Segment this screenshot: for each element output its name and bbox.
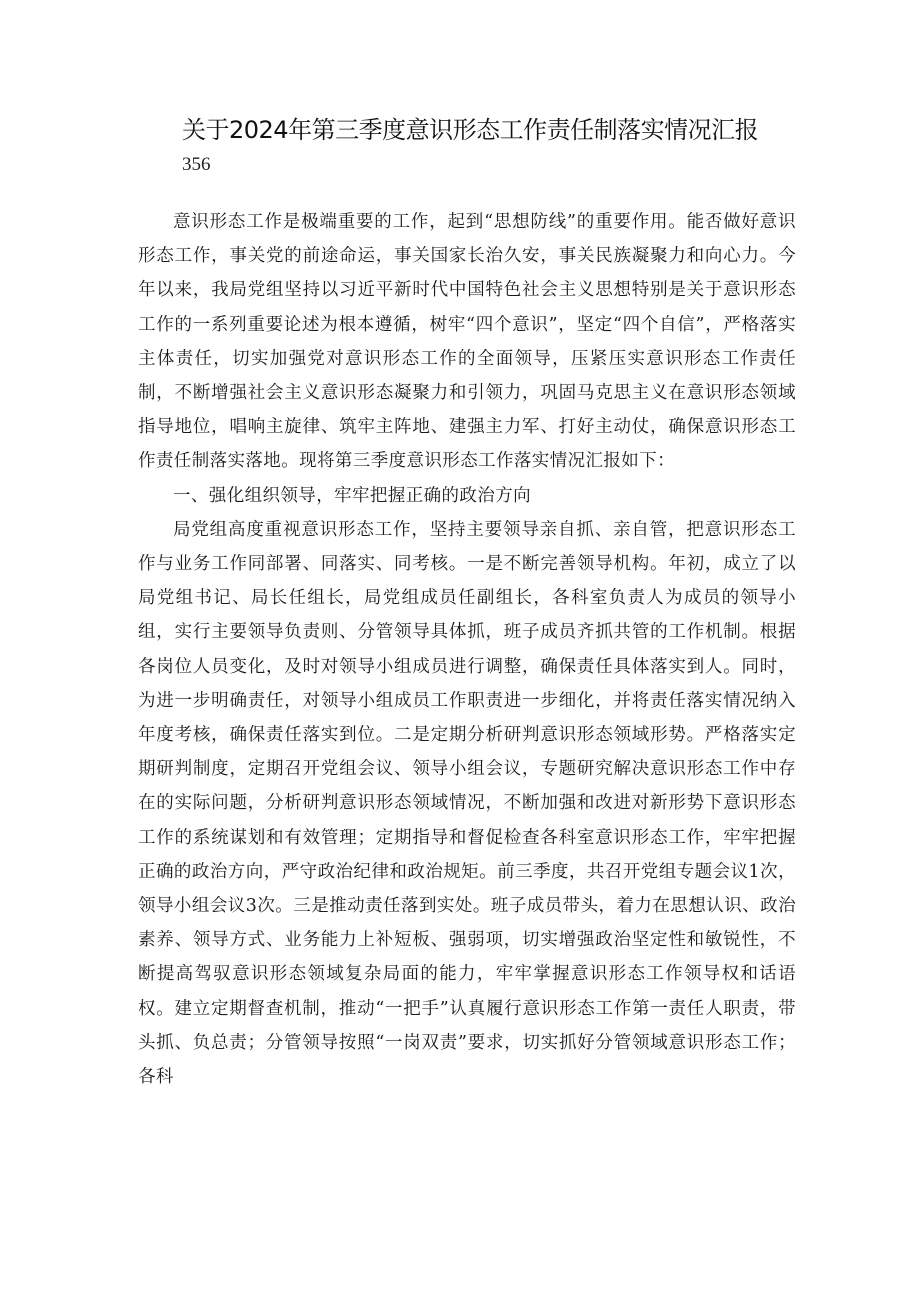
intro-paragraph: 意识形态工作是极端重要的工作，起到“思想防线”的重要作用。能否做好意识形态工作，事关党的前途命运，事关国家长治久安，事关民族凝聚力和向心力。今年以来，我局党组坚持以习近平新时代中国特色社会主义思想特别是关于意识形态工作的一系列重要论述为根本遵循，树牢“四个意识”，坚定“四个自信”，严格落实主体责任，切实加强党对意识形态工作的全面领导，压紧压实意识形态工作责任制，不断增强社会主义意识形态凝聚力和引领力，巩固马克思主义在意识形态领域指导地位，唱响主旋律、筑牢主阵地、建强主力军、打好主动仗，确保意识形态工作责任制落实落地。现将第三季度意识形态工作落实情况汇报如下：: [138, 212, 796, 472]
document-title: 关于2024年第三季度意识形态工作责任制落实情况汇报: [182, 116, 759, 144]
document-body: [138, 205, 796, 1094]
section-1-paragraph: 局党组高度重视意识形态工作，坚持主要领导亲自抓、亲自管，把意识形态工作与业务工作同部署、同落实、同考核。一是不断完善领导机构。年初，成立了以局党组书记、局长任组长，局党组成员任副组长，各科室负责人为成员的领导小组，实行主要领导负责则、分管领导具体抓，班子成员齐抓共管的工作机制。根据各岗位人员变化，及时对领导小组成员进行调整，确保责任具体落实到人。同时，为进一步明确责任，对领导小组成员工作职责进一步细化，并将责任落实情况纳入年度考核，确保责任落实到位。二是定期分析研判意识形态领域形势。严格落实定期研判制度，定期召开党组会议、领导小组会议，专题研究解决意识形态工作中存在的实际问题，分析研判意识形态领域情况，不断加强和改进对新形势下意识形态工作的系统谋划和有效管理；定期指导和督促检查各科室意识形态工作，牢牢把握正确的政治方向，严守政治纪律和政治规矩。前三季度，共召开党组专题会议1次，领导小组会议3次。三是推动责任落到实处。班子成员带头，着力在思想认识、政治素养、领导方式、业务能力上补短板、强弱项，切实增强政治坚定性和敏锐性，不断提高驾驭意识形态领域复杂局面的能力，牢牢掌握意识形态工作领导权和话语权。建立定期督查机制，推动“一把手”认真履行意识形态工作第一责任人职责，带头抓、负总责；分管领导按照“一岗双责”要求，切实抓好分管领域意识形态工作；各科: [138, 519, 796, 1088]
section-heading-1: 一、强化组织领导，牢牢把握正确的政治方向: [173, 485, 531, 506]
document-number: 356: [182, 154, 211, 175]
